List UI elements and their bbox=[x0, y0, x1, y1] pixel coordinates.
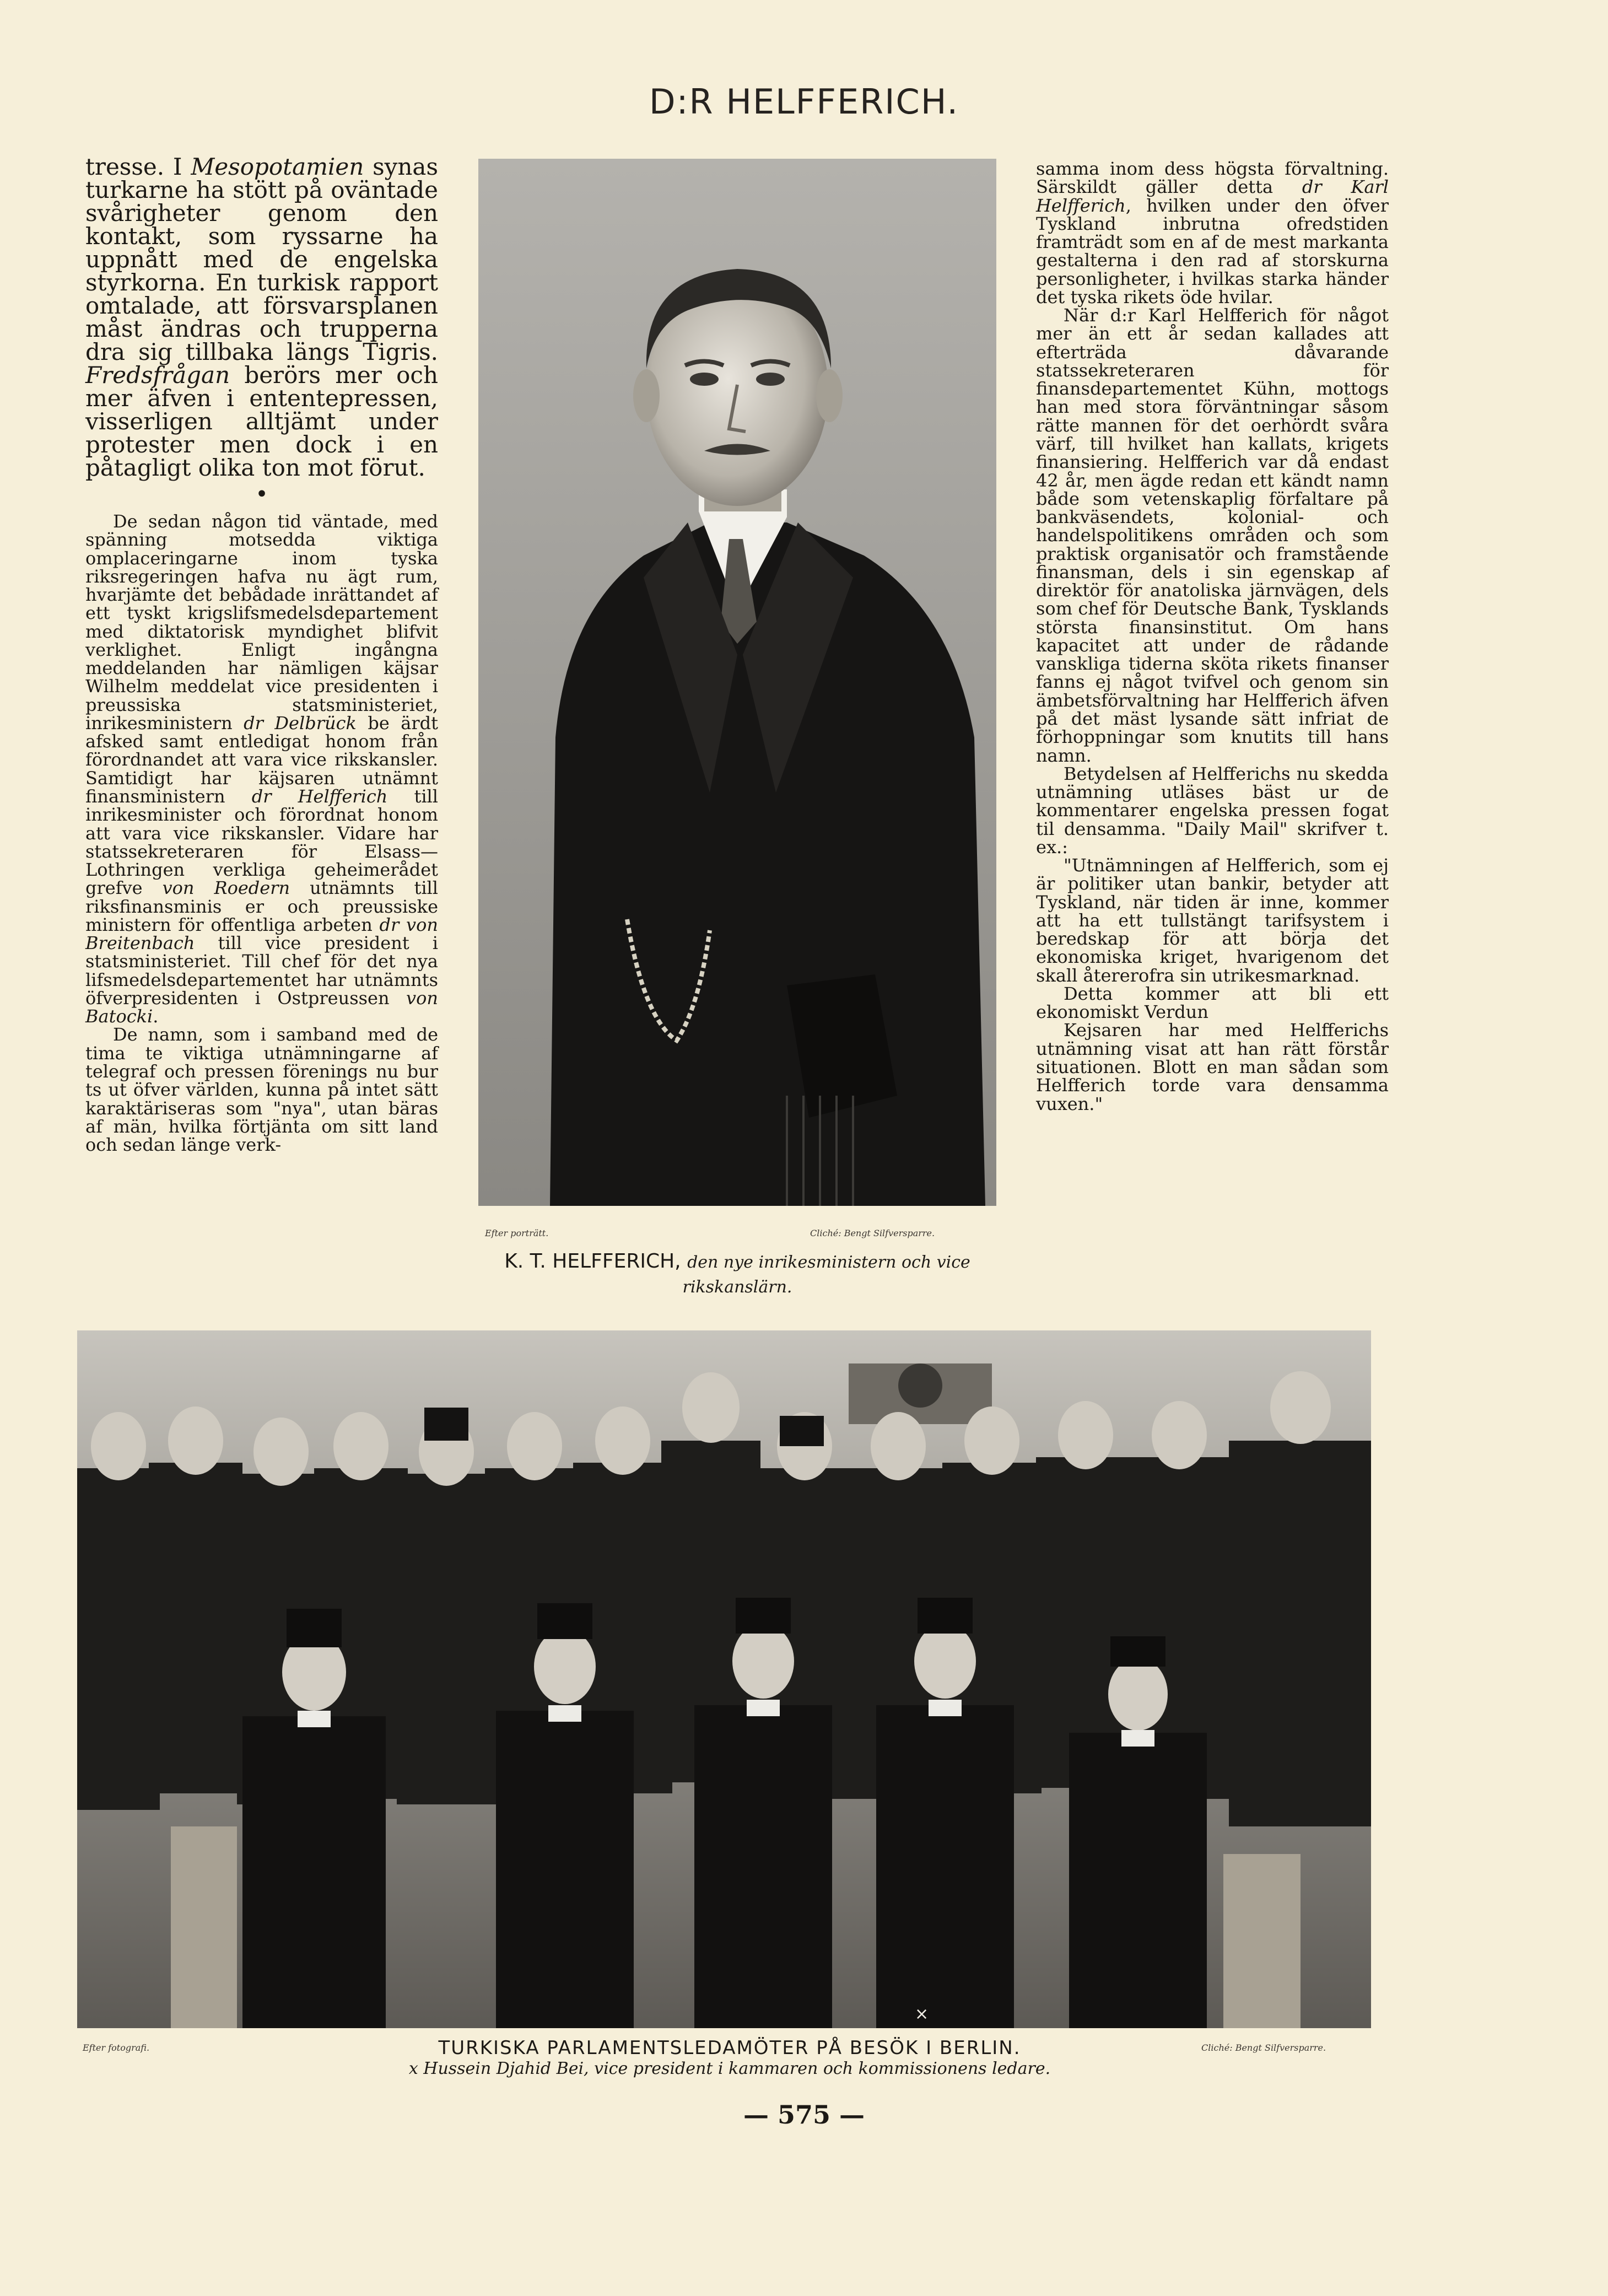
group-photo bbox=[77, 1330, 1371, 2028]
separator-dot: • bbox=[255, 482, 268, 507]
group-caption-desc: x Hussein Djahid Bei, vice president i kammaren och kommissionens ledare. bbox=[408, 2059, 1051, 2078]
group-caption bbox=[165, 2037, 1294, 2078]
page-number: — 575 — bbox=[743, 2100, 865, 2130]
portrait-illustration bbox=[478, 159, 996, 1206]
right-body-text: samma inom dess högsta förvaltning. Särskildt gäller detta dr Karl Helfferich, hvilken under den öfver Tyskland inbrutna ofredstiden framträdt som en af de mest markanta gestalterna i den rad af storskurna personligheter, i hvilkas starka händer det tyska rikets öde hvilar. När d:r Karl Helfferich för något mer än ett år sedan kallades att efterträda dåvarande statssekreteraren för finansdepartementet Kühn, mottogs han med stora förväntningar såsom rätte mannen för det oerhördt svåra värf, till hvilket han kallats, krigets finansiering. Helfferich var då endast 42 år, men ägde redan ett kändt namn både som vetenskaplig förfaltare på bankväsendets, kolonial- och handelspolitikens områden och som praktisk organisatör och framstående finansman, dels i sin egenskap af direktör för anatoliska järnvägen, dels som chef för Deutsche Bank, Tysklands största finansinstitut. Om hans kapacitet att under de rådande vanskliga tiderna sköta rikets finanser fanns ej något tvifvel och genom sin ämbetsförvaltning har Helfferich äfven på det mäst lysande sätt infriat de förhoppningar som knutits till hans namn. Betydelsen af Helfferichs nu skedda utnämning utläses bäst ur de kommentarer engelska pressen fogat til densamma. "Daily Mail" skrifver t. ex.: "Utnämningen af Helfferich, som ej är politiker utan bankir, betyder att Tyskland, när tiden är inne, kommer att ha ett tullstängt tarifsystem i beredskap för att börja det ekonomiska kriget, hvarigenom det skall återerofra sin utrikesmarknad. Detta kommer att bli ett ekonomiskt Verdun Kejsaren har med Helfferichs utnämning visat att han rätt förstår situationen. Blott en man sådan som Helfferich torde vara densamma vuxen." bbox=[1036, 158, 1389, 1114]
portrait-caption-name: K. T. HELFFERICH, bbox=[504, 1250, 681, 1273]
portrait-photo bbox=[478, 159, 996, 1206]
group-photo-marker: × bbox=[915, 2004, 929, 2024]
lead-paragraph: tresse. I Mesopotamien synas turkarne ha stött på oväntade svårigheter genom den kontakt, som ryssarne ha uppnått med de engelska styrkorna. En turkisk rapport omtalade, att försvarsplanen måst ändras och trupperna dra sig tillbaka längs Tigris. Fredsfrågan berörs mer och mer äfven i ententepressen, visserligen alltjämt under protester men dock i en påtagligt olika ton mot förut. bbox=[85, 153, 438, 481]
portrait-caption bbox=[478, 1249, 996, 1298]
group-caption-title: TURKISKA PARLAMENTSLEDAMÖTER PÅ BESÖK I BERLIN. bbox=[438, 2037, 1021, 2059]
portrait-credit-left: Efter porträtt. bbox=[485, 1228, 549, 1238]
group-photo-illustration bbox=[77, 1330, 1371, 2028]
left-column bbox=[85, 155, 438, 1154]
group-credit-right: Cliché: Bengt Silfversparre. bbox=[1201, 2042, 1326, 2053]
page-header: D:R HELFFERICH. bbox=[649, 82, 959, 122]
group-credit-left: Efter fotografi. bbox=[83, 2042, 150, 2053]
portrait-caption-desc: den nye inrikesministern och vice rikskanslärn. bbox=[682, 1253, 970, 1297]
portrait-credit-right: Cliché: Bengt Silfversparre. bbox=[810, 1228, 935, 1238]
left-body-text: De sedan någon tid väntade, med spänning motsedda viktiga omplaceringarne inom tyska riksregeringen hafva nu ägt rum, hvarjämte det bebådade inrättandet af ett tyskt krigslifsmedelsdepartement med diktatorisk myndighet blifvit verklighet. Enligt ingångna meddelanden har nämligen käjsar Wilhelm meddelat vice presidenten i preussiska statsministeriet, inrikesministern dr Delbrück be ärdt afsked samt entledigat honom från förordnandet att vara vice rikskansler. Samtidigt har käjsaren utnämnt finansministern dr Helfferich till inrikesminister och förordnat honom att vara vice rikskansler. Vidare har statssekreteraren för Elsass—Lothringen verkliga geheimerådet grefve von Roedern utnämnts till riksfinansminis er och preussiske ministern för offentliga arbeten dr von Breitenbach till vice president i statsministeriet. Till chef för det nya lifsmedelsdepartementet har utnämnts öfverpresidenten i Ostpreussen von Batocki. De namn, som i samband med de tima te viktiga utnämningarne af telegraf och pressen förenings nu bur ts ut öfver världen, kunna på intet sätt karaktäriseras som "nya", utan bäras af män, hvilka förtjänta om sitt land och sedan länge verk- bbox=[85, 511, 439, 1156]
right-column bbox=[1036, 160, 1389, 1113]
